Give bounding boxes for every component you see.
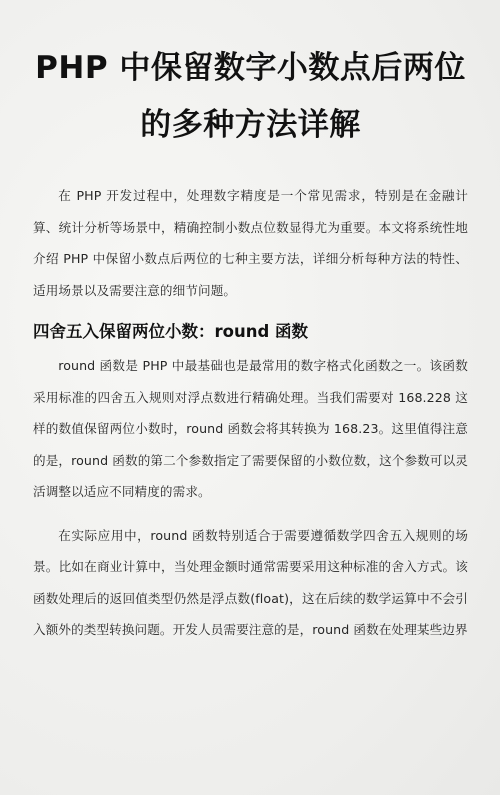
round-paragraph-2: 在实际应用中，round 函数特别适合于需要遵循数学四舍五入规则的场景。比如在商业计算中，当处理金额时通常需要采用这种标准的舍入方式。该函数处理后的返回值类型仍然是浮点数(float)，这在后续的数学运算中不会引入额外的类型转换问题。开发人员需要注意的是，round 函数在处理某些边界 [33, 527, 468, 637]
article-title-line-1: PHP 中保留数字小数点后两位 [35, 50, 466, 86]
intro-paragraph: 在 PHP 开发过程中，处理数字精度是一个常见需求，特别是在金融计算、统计分析等场景中，精确控制小数点位数显得尤为重要。本文将系统性地介绍 PHP 中保留小数点后两位的七种主要方法，详细分析每种方法的特性、适用场景以及需要注意的细节问题。 [33, 188, 468, 298]
article-title-line-2: 的多种方法详解 [140, 107, 361, 143]
article-title [33, 40, 468, 154]
section-heading-round: 四舍五入保留两位小数：round 函数 [33, 322, 309, 341]
round-paragraph-1: round 函数是 PHP 中最基础也是最常用的数字格式化函数之一。该函数采用标准的四舍五入规则对浮点数进行精确处理。当我们需要对 168.228 这样的数值保留两位小数时，round 函数会将其转换为 168.23。这里值得注意的是，round 函数的第二个参数指定了需要保留的小数位数，这个参数可以灵活调整以适应不同精度的需求。 [33, 358, 468, 499]
